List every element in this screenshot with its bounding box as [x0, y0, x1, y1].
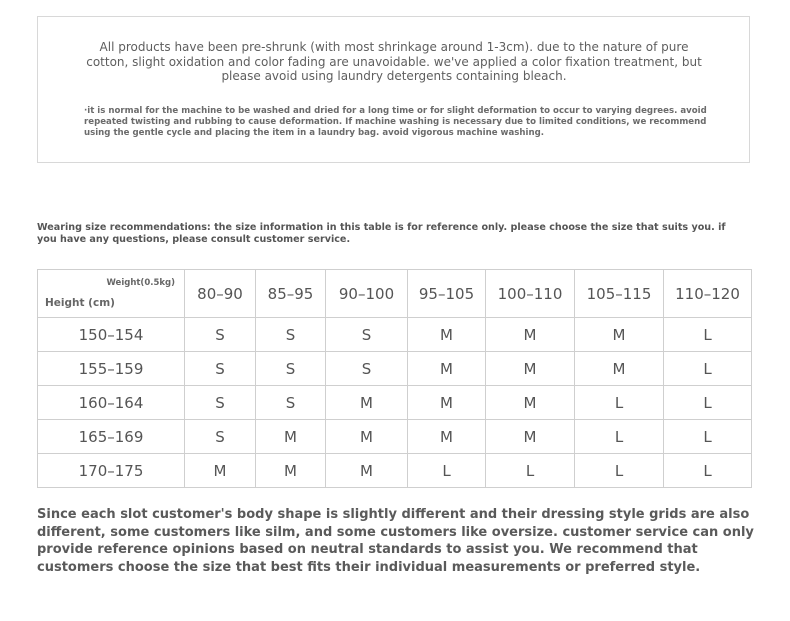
size-cell: M [408, 352, 486, 386]
size-recommendation-intro: Wearing size recommendations: the size information in this table is for reference only. please choose the size that suits you. if you have any questions, please consult customer service. [37, 222, 726, 245]
size-cell: S [256, 352, 326, 386]
size-cell: L [575, 386, 664, 420]
height-axis-label: Height (cm) [45, 297, 115, 309]
size-cell: M [408, 318, 486, 352]
size-cell: M [326, 420, 408, 454]
table-row [38, 318, 752, 352]
size-cell: M [326, 386, 408, 420]
size-cell: M [486, 420, 575, 454]
size-cell: S [185, 420, 256, 454]
height-cell: 155–159 [38, 352, 185, 386]
size-cell: M [575, 318, 664, 352]
weight-header: 85–95 [256, 270, 326, 318]
weight-header: 80–90 [185, 270, 256, 318]
fit-advice-note: Since each slot customer's body shape is slightly different and their dressing style grids are also different, some customers like silm, and some customers like oversize. customer service can only provide reference opinions based on neutral standards to assist you. We recommend that customers choose the size that best fits their individual measurements or preferred style. [37, 507, 754, 575]
size-cell: S [185, 352, 256, 386]
height-cell: 165–169 [38, 420, 185, 454]
size-cell: M [326, 454, 408, 488]
size-cell: L [664, 420, 752, 454]
weight-header: 95–105 [408, 270, 486, 318]
size-cell: L [664, 352, 752, 386]
size-cell: L [486, 454, 575, 488]
table-row [38, 352, 752, 386]
size-cell: S [185, 386, 256, 420]
size-cell: M [256, 454, 326, 488]
size-cell: S [256, 318, 326, 352]
weight-axis-label: Weight(0.5kg) [106, 278, 175, 288]
size-cell: M [408, 420, 486, 454]
table-header-row [38, 270, 752, 318]
size-cell: M [486, 318, 575, 352]
weight-header: 90–100 [326, 270, 408, 318]
height-cell: 170–175 [38, 454, 185, 488]
table-row [38, 420, 752, 454]
size-cell: M [486, 386, 575, 420]
size-cell: S [185, 318, 256, 352]
size-cell: L [664, 454, 752, 488]
size-cell: M [256, 420, 326, 454]
size-cell: L [664, 318, 752, 352]
wash-instructions: ·it is normal for the machine to be washed and dried for a long time or for slight deformation to occur to varying degrees. avoid repeated twisting and rubbing to cause deformation. If machine washing is necessary due to limited conditions, we recommend using the gentle cycle and placing the item in a laundry bag. avoid vigorous machine washing. [84, 106, 707, 138]
corner-header-cell [38, 270, 185, 318]
size-cell: L [575, 454, 664, 488]
care-notice-box [37, 16, 750, 163]
size-cell: M [575, 352, 664, 386]
size-cell: M [486, 352, 575, 386]
size-chart-table [37, 269, 752, 488]
size-cell: S [326, 318, 408, 352]
size-cell: M [408, 386, 486, 420]
weight-header: 100–110 [486, 270, 575, 318]
size-cell: M [185, 454, 256, 488]
size-cell: S [256, 386, 326, 420]
size-cell: L [575, 420, 664, 454]
care-notice-main: All products have been pre-shrunk (with most shrinkage around 1-3cm). due to the nature of pure cotton, slight oxidation and color fading are unavoidable. we've applied a color fixation treatment, but please avoid using laundry detergents containing bleach. [86, 40, 702, 83]
size-cell: L [408, 454, 486, 488]
size-cell: S [326, 352, 408, 386]
size-cell: L [664, 386, 752, 420]
weight-header: 110–120 [664, 270, 752, 318]
height-cell: 150–154 [38, 318, 185, 352]
height-cell: 160–164 [38, 386, 185, 420]
weight-header: 105–115 [575, 270, 664, 318]
table-row [38, 454, 752, 488]
table-row [38, 386, 752, 420]
